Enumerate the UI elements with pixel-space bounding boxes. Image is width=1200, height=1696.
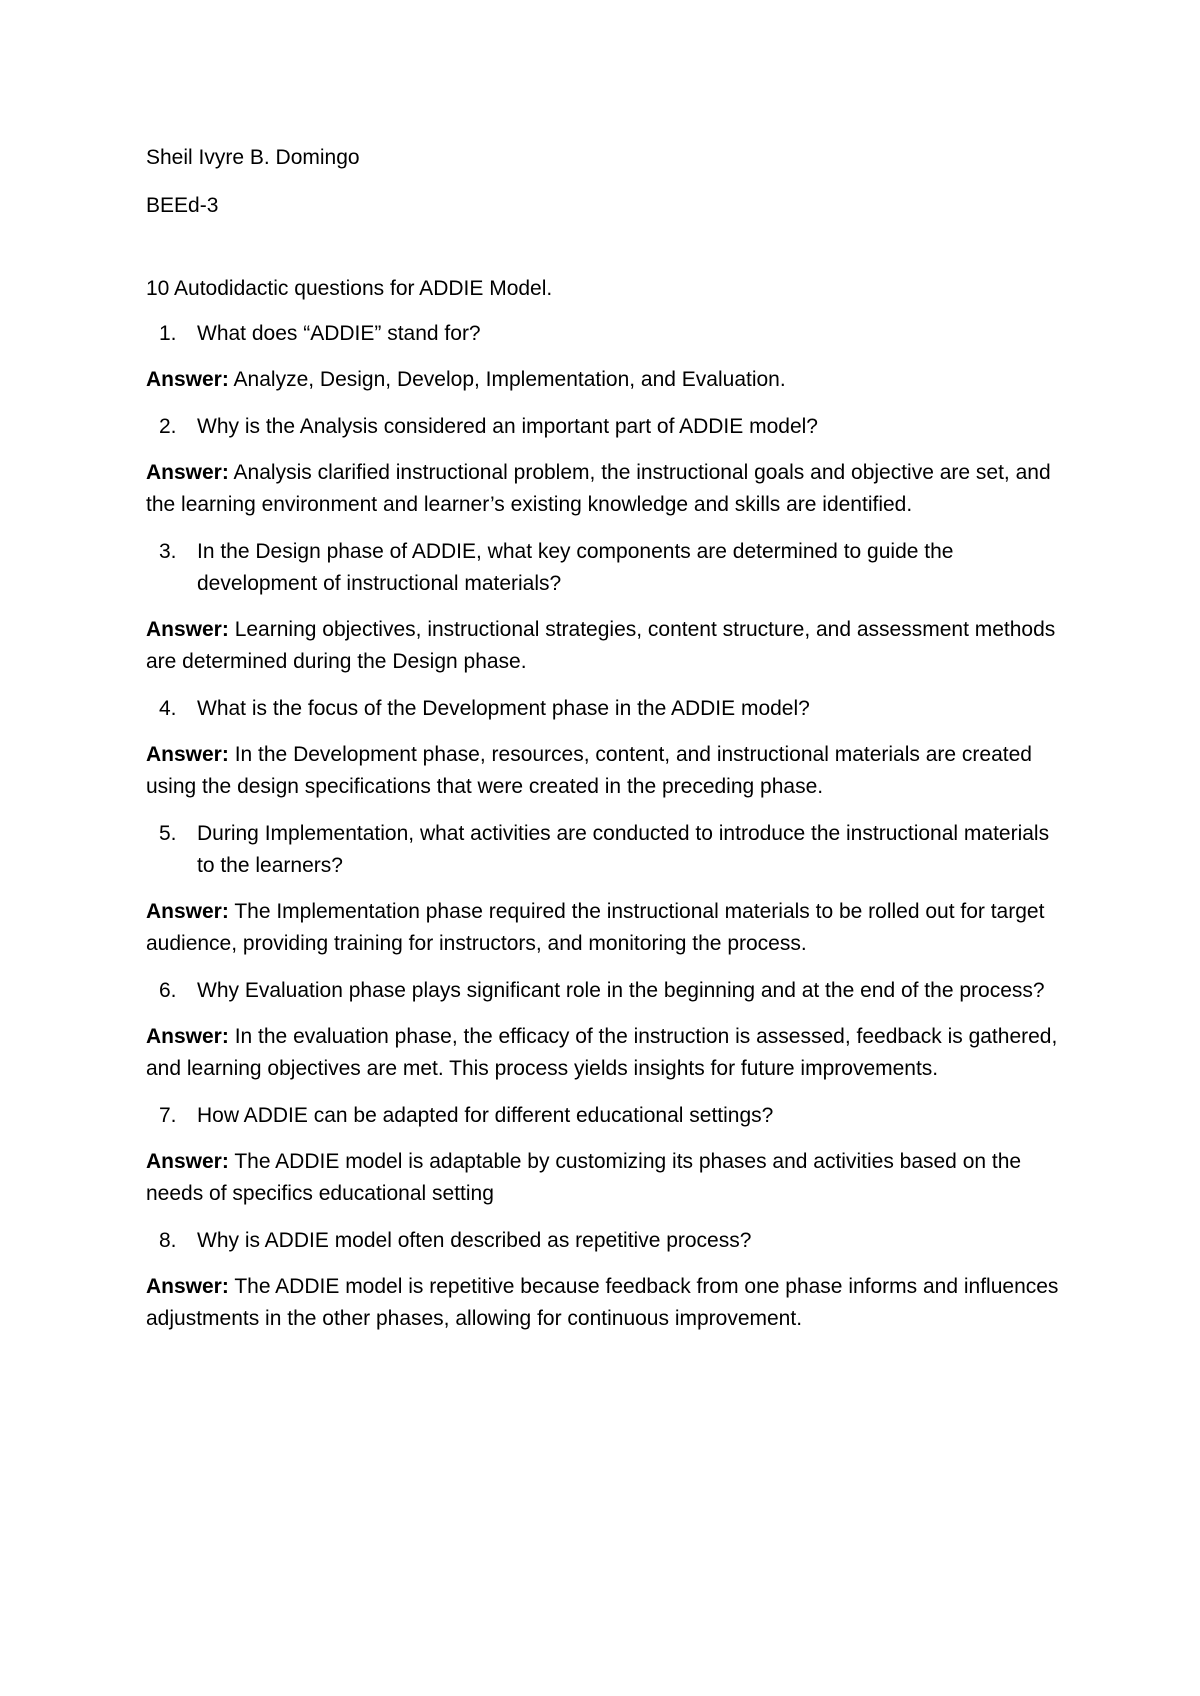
question-item <box>146 693 1066 725</box>
question-item <box>146 536 1066 600</box>
answer-item <box>146 896 1066 960</box>
question-item <box>146 411 1066 443</box>
document-page <box>146 142 1066 1350</box>
question-text: What does “ADDIE” stand for? <box>197 322 481 345</box>
author-name: Sheil Ivyre B. Domingo <box>146 146 360 169</box>
question-item <box>146 318 1066 350</box>
question-number: 8. <box>159 1229 177 1252</box>
answer-label: Answer: <box>146 461 229 484</box>
answer-label: Answer: <box>146 618 229 641</box>
question-text: In the Design phase of ADDIE, what key components are determined to guide the development of instructional materials? <box>197 540 954 595</box>
question-item <box>146 818 1066 882</box>
question-text: Why Evaluation phase plays significant role in the beginning and at the end of the process? <box>197 979 1045 1002</box>
question-number: 5. <box>159 822 177 845</box>
answer-label: Answer: <box>146 1275 229 1298</box>
question-item <box>146 1225 1066 1257</box>
answer-label: Answer: <box>146 1025 229 1048</box>
answer-text: The Implementation phase required the instructional materials to be rolled out for target audience, providing training for instructors, and monitoring the process. <box>146 900 1045 955</box>
question-number: 2. <box>159 415 177 438</box>
question-number: 4. <box>159 697 177 720</box>
answer-item <box>146 614 1066 678</box>
answer-item <box>146 364 1066 396</box>
answer-text: The ADDIE model is repetitive because feedback from one phase informs and influences adjustments in the other phases, allowing for continuous improvement. <box>146 1275 1059 1330</box>
answer-item <box>146 1021 1066 1085</box>
question-number: 3. <box>159 540 177 563</box>
question-number: 6. <box>159 979 177 1002</box>
question-item <box>146 1100 1066 1132</box>
answer-item <box>146 1146 1066 1210</box>
question-text: Why is the Analysis considered an important part of ADDIE model? <box>197 415 818 438</box>
question-text: What is the focus of the Development phase in the ADDIE model? <box>197 697 810 720</box>
answer-label: Answer: <box>146 1150 229 1173</box>
answer-item <box>146 457 1066 521</box>
question-text: How ADDIE can be adapted for different educational settings? <box>197 1104 774 1127</box>
answer-text: Analyze, Design, Develop, Implementation, and Evaluation. <box>228 368 786 391</box>
document-title: 10 Autodidactic questions for ADDIE Model. <box>146 277 553 300</box>
answer-text: In the Development phase, resources, content, and instructional materials are created using the design specifications that were created in the preceding phase. <box>146 743 1032 798</box>
course-section: BEEd-3 <box>146 194 219 217</box>
answer-item <box>146 1271 1066 1335</box>
answer-label: Answer: <box>146 743 229 766</box>
question-number: 7. <box>159 1104 177 1127</box>
question-number: 1. <box>159 322 177 345</box>
question-item <box>146 975 1066 1007</box>
answer-text: Analysis clarified instructional problem, the instructional goals and objective are set, and the learning environment and learner’s existing knowledge and skills are identified. <box>146 461 1051 516</box>
answer-text: Learning objectives, instructional strategies, content structure, and assessment methods are determined during the Design phase. <box>146 618 1056 673</box>
answer-text: In the evaluation phase, the efficacy of the instruction is assessed, feedback is gathered, and learning objectives are met. This process yields insights for future improvements. <box>146 1025 1058 1080</box>
question-text: Why is ADDIE model often described as repetitive process? <box>197 1229 752 1252</box>
qa-list <box>146 318 1066 1335</box>
answer-label: Answer: <box>146 900 229 923</box>
question-text: During Implementation, what activities are conducted to introduce the instructional materials to the learners? <box>197 822 1050 877</box>
answer-item <box>146 739 1066 803</box>
answer-text: The ADDIE model is adaptable by customizing its phases and activities based on the needs of specifics educational setting <box>146 1150 1022 1205</box>
answer-label: Answer: <box>146 368 229 391</box>
